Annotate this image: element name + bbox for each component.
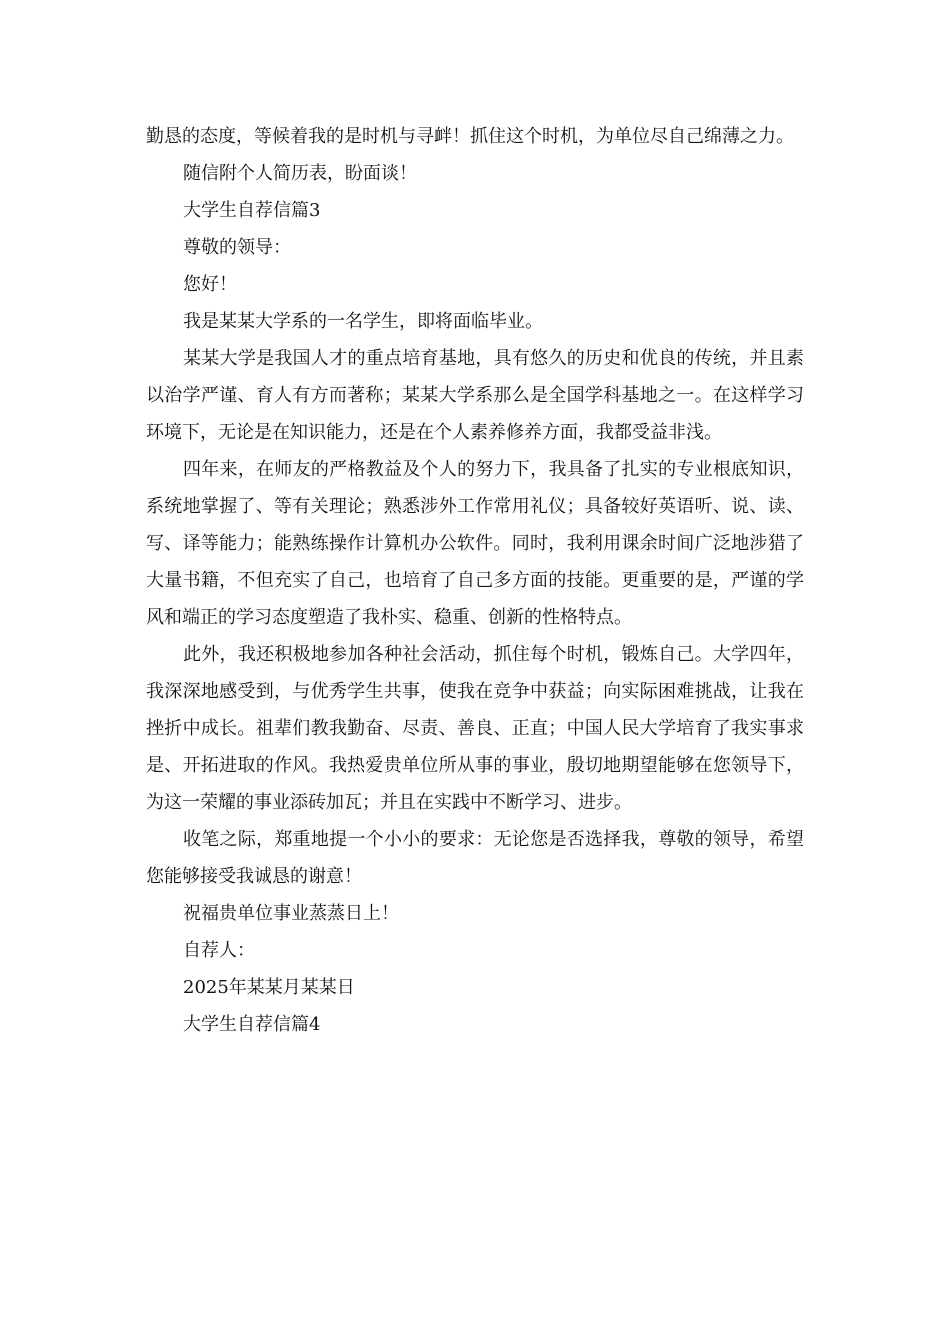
signature-label: 自荐人： — [183, 940, 255, 961]
paragraph-resume-note: 随信附个人简历表，盼面谈！ — [183, 163, 417, 184]
paragraph-intro: 我是某某大学系的一名学生，即将面临毕业。 — [183, 311, 543, 332]
section-heading-4: 大学生自荐信篇4 — [183, 1014, 321, 1035]
greeting: 您好！ — [183, 274, 237, 295]
paragraph-continuation: 勤恳的态度，等候着我的是时机与寻衅！抓住这个时机，为单位尽自己绵薄之力。 — [146, 126, 794, 147]
paragraph-closing: 收笔之际，郑重地提一个小小的要求：无论您是否选择我，尊敬的领导，希望您能够接受我诚恳的谢意！ — [146, 829, 804, 887]
paragraph-university: 某某大学是我国人才的重点培育基地，具有悠久的历史和优良的传统，并且素以治学严谨、育人有方而著称；某某大学系那么是全国学科基地之一。在这样学习环境下，无论是在知识能力，还是在个人素养修养方面，我都受益非浅。 — [146, 348, 804, 443]
salutation: 尊敬的领导： — [183, 237, 291, 258]
section-heading-3: 大学生自荐信篇3 — [183, 200, 321, 221]
date-line: 2025年某某月某某日 — [183, 977, 355, 998]
blessing: 祝福贵单位事业蒸蒸日上！ — [183, 903, 399, 924]
paragraph-activities: 此外，我还积极地参加各种社会活动，抓住每个时机，锻炼自己。大学四年，我深深地感受到，与优秀学生共事，使我在竞争中获益；向实际困难挑战，让我在挫折中成长。祖辈们教我勤奋、尽责、善良、正直；中国人民大学培育了我实事求是、开拓进取的作风。我热爱贵单位所从事的事业，殷切地期望能够在您领导下，为这一荣耀的事业添砖加瓦；并且在实践中不断学习、进步。 — [146, 644, 804, 813]
document-body — [146, 118, 804, 1043]
paragraph-skills: 四年来，在师友的严格教益及个人的努力下，我具备了扎实的专业根底知识，系统地掌握了、等有关理论；熟悉涉外工作常用礼仪；具备较好英语听、说、读、写、译等能力；能熟练操作计算机办公软件。同时，我利用课余时间广泛地涉猎了大量书籍，不但充实了自己，也培育了自己多方面的技能。更重要的是，严谨的学风和端正的学习态度塑造了我朴实、稳重、创新的性格特点。 — [146, 459, 804, 628]
